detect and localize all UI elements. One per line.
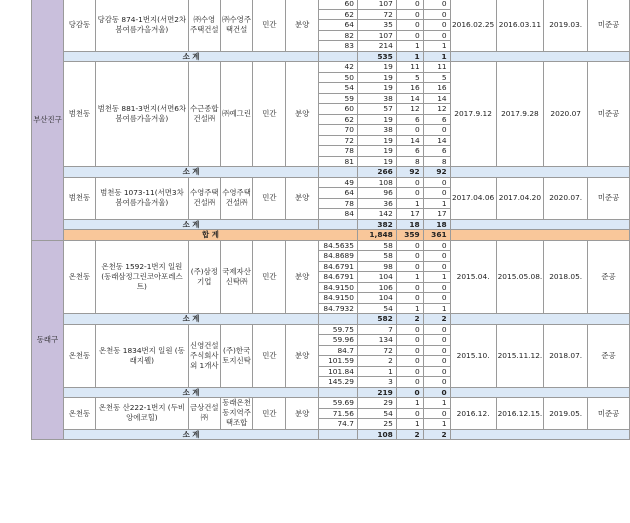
- subtotal-value: 1: [423, 51, 450, 62]
- unsold-after-cell: 0: [423, 125, 450, 136]
- supply-cell: 72: [357, 9, 396, 20]
- unsold-cell: 0: [396, 251, 423, 262]
- subtotal-fill: [450, 387, 629, 398]
- operator-cell: 동래온천동지역주택조합: [220, 398, 253, 430]
- type-cell: 민간: [253, 240, 286, 314]
- subtotal-label: 소 계: [63, 387, 318, 398]
- unsold-after-cell: 1: [423, 303, 450, 314]
- supply-cell: 108: [357, 177, 396, 188]
- approved-date-cell: 2015.10.: [450, 324, 496, 387]
- sale-cell: 분양: [286, 62, 319, 167]
- area-cell: 54: [319, 83, 358, 94]
- area-cell: 64: [319, 188, 358, 199]
- subtotal-empty: [319, 219, 358, 230]
- approved-date-cell: 2017.9.12: [450, 62, 496, 167]
- subtotal-value: 1: [396, 51, 423, 62]
- status-cell: 미준공: [588, 0, 630, 51]
- supply-cell: 142: [357, 209, 396, 220]
- sale-cell: 분양: [286, 398, 319, 430]
- area-cell: 84.7: [319, 345, 358, 356]
- unsold-cell: 0: [396, 408, 423, 419]
- start-date-cell: 2016.03.11: [496, 0, 544, 51]
- left-margin: [0, 0, 31, 523]
- supply-cell: 19: [357, 72, 396, 83]
- unsold-housing-table: [31, 0, 630, 440]
- area-cell: 70: [319, 125, 358, 136]
- supply-cell: 19: [357, 146, 396, 157]
- start-date-cell: 2017.9.28: [496, 62, 544, 167]
- unsold-cell: 6: [396, 146, 423, 157]
- status-cell: 준공: [588, 324, 630, 387]
- supply-cell: 3: [357, 377, 396, 388]
- unsold-cell: 0: [396, 356, 423, 367]
- unsold-after-cell: 0: [423, 366, 450, 377]
- dong-cell: 범천동: [63, 177, 95, 219]
- builder-cell: 수근종합건설㈜: [188, 62, 220, 167]
- unsold-cell: 0: [396, 282, 423, 293]
- dong-cell: 온천동: [63, 398, 95, 430]
- table-row: [32, 324, 630, 335]
- builder-cell: 신영건설주식회사외 1개사: [188, 324, 220, 387]
- unsold-after-cell: 14: [423, 93, 450, 104]
- subtotal-fill: [450, 167, 629, 178]
- subtotal-empty: [319, 429, 358, 440]
- unsold-cell: 0: [396, 377, 423, 388]
- unsold-cell: 0: [396, 9, 423, 20]
- unsold-after-cell: 0: [423, 251, 450, 262]
- operator-cell: ㈜수영주택건설: [220, 0, 253, 51]
- address-cell: 범천동 1073-11(서면3차봄여름가을겨울): [95, 177, 188, 219]
- unsold-after-cell: 0: [423, 345, 450, 356]
- unsold-cell: 8: [396, 156, 423, 167]
- unsold-cell: 1: [396, 419, 423, 430]
- supply-cell: 104: [357, 293, 396, 304]
- area-cell: 78: [319, 146, 358, 157]
- table-row: [32, 240, 630, 251]
- supply-cell: 58: [357, 240, 396, 251]
- type-cell: 민간: [253, 0, 286, 51]
- approved-date-cell: 2016.02.25: [450, 0, 496, 51]
- unsold-after-cell: 0: [423, 335, 450, 346]
- subtotal-value: 266: [357, 167, 396, 178]
- supply-cell: 19: [357, 83, 396, 94]
- subtotal-value: 92: [423, 167, 450, 178]
- unsold-cell: 5: [396, 72, 423, 83]
- subtotal-fill: [450, 429, 629, 440]
- supply-cell: 19: [357, 156, 396, 167]
- supply-cell: 38: [357, 125, 396, 136]
- start-date-cell: 2017.04.20: [496, 177, 544, 219]
- table-row: [32, 62, 630, 73]
- total-fill: [450, 230, 629, 241]
- area-cell: 62: [319, 114, 358, 125]
- unsold-after-cell: 0: [423, 0, 450, 9]
- subtotal-empty: [319, 51, 358, 62]
- sale-cell: 분양: [286, 177, 319, 219]
- subtotal-value: 18: [396, 219, 423, 230]
- unsold-after-cell: 0: [423, 20, 450, 31]
- unsold-after-cell: 0: [423, 408, 450, 419]
- unsold-cell: 1: [396, 41, 423, 52]
- area-cell: 84.6791: [319, 261, 358, 272]
- operator-cell: 수영주택건설㈜: [220, 177, 253, 219]
- subtotal-value: 0: [423, 387, 450, 398]
- unsold-cell: 6: [396, 114, 423, 125]
- area-cell: 62: [319, 9, 358, 20]
- start-date-cell: 2015.05.08.: [496, 240, 544, 314]
- unsold-after-cell: 0: [423, 188, 450, 199]
- unsold-cell: 1: [396, 303, 423, 314]
- unsold-cell: 1: [396, 398, 423, 409]
- supply-cell: 19: [357, 135, 396, 146]
- supply-cell: 35: [357, 20, 396, 31]
- supply-cell: 107: [357, 0, 396, 9]
- area-cell: 84.6791: [319, 272, 358, 283]
- supply-cell: 29: [357, 398, 396, 409]
- subtotal-label: 소 계: [63, 219, 318, 230]
- dong-cell: 범천동: [63, 62, 95, 167]
- unsold-cell: 0: [396, 345, 423, 356]
- area-cell: 145.29: [319, 377, 358, 388]
- unsold-cell: 11: [396, 62, 423, 73]
- unsold-after-cell: 11: [423, 62, 450, 73]
- area-cell: 84: [319, 209, 358, 220]
- subtotal-value: 2: [423, 429, 450, 440]
- total-value: 359: [396, 230, 423, 241]
- dong-cell: 온천동: [63, 324, 95, 387]
- unsold-after-cell: 0: [423, 356, 450, 367]
- unsold-after-cell: 0: [423, 177, 450, 188]
- area-cell: 59.69: [319, 398, 358, 409]
- supply-cell: 107: [357, 30, 396, 41]
- unsold-cell: 0: [396, 366, 423, 377]
- dong-cell: 당감동: [63, 0, 95, 51]
- unsold-after-cell: 12: [423, 104, 450, 115]
- sale-cell: 분양: [286, 0, 319, 51]
- total-value: 1,848: [357, 230, 396, 241]
- area-cell: 49: [319, 177, 358, 188]
- unsold-after-cell: 1: [423, 419, 450, 430]
- area-cell: 82: [319, 30, 358, 41]
- supply-cell: 2: [357, 356, 396, 367]
- subtotal-value: 2: [396, 429, 423, 440]
- area-cell: 42: [319, 62, 358, 73]
- status-cell: 미준공: [588, 177, 630, 219]
- type-cell: 민간: [253, 398, 286, 430]
- finish-date-cell: 2018.07.: [544, 324, 588, 387]
- subtotal-empty: [319, 314, 358, 325]
- table-row: [32, 398, 630, 409]
- operator-cell: (주)한국토지신탁: [220, 324, 253, 387]
- approved-date-cell: 2017.04.06: [450, 177, 496, 219]
- unsold-cell: 1: [396, 272, 423, 283]
- unsold-after-cell: 1: [423, 398, 450, 409]
- unsold-after-cell: 0: [423, 240, 450, 251]
- operator-cell: 국제자산신탁㈜: [220, 240, 253, 314]
- unsold-cell: 0: [396, 125, 423, 136]
- finish-date-cell: 2019.05.: [544, 398, 588, 430]
- total-row: [32, 230, 630, 241]
- finish-date-cell: 2019.03.: [544, 0, 588, 51]
- unsold-cell: 0: [396, 30, 423, 41]
- unsold-cell: 0: [396, 293, 423, 304]
- supply-cell: 72: [357, 345, 396, 356]
- supply-cell: 106: [357, 282, 396, 293]
- unsold-cell: 0: [396, 188, 423, 199]
- subtotal-row: [32, 167, 630, 178]
- unsold-cell: 12: [396, 104, 423, 115]
- district-cell: 동래구: [32, 240, 64, 440]
- unsold-after-cell: 16: [423, 83, 450, 94]
- address-cell: 온천동 1592-1번지 일원 (동래삼정그린코아포레스트): [95, 240, 188, 314]
- unsold-cell: 0: [396, 240, 423, 251]
- unsold-cell: 0: [396, 177, 423, 188]
- area-cell: 84.9150: [319, 282, 358, 293]
- operator-cell: ㈜예그린: [220, 62, 253, 167]
- address-cell: 온천동 산222-1번지 (두비앙에코힐): [95, 398, 188, 430]
- area-cell: 81: [319, 156, 358, 167]
- area-cell: 72: [319, 135, 358, 146]
- unsold-after-cell: 14: [423, 135, 450, 146]
- approved-date-cell: 2016.12.: [450, 398, 496, 430]
- unsold-cell: 0: [396, 20, 423, 31]
- area-cell: 84.9150: [319, 293, 358, 304]
- supply-cell: 58: [357, 251, 396, 262]
- district-cell: 부산진구: [32, 0, 64, 240]
- unsold-cell: 17: [396, 209, 423, 220]
- builder-cell: ㈜수영주택건설: [188, 0, 220, 51]
- subtotal-value: 219: [357, 387, 396, 398]
- supply-cell: 7: [357, 324, 396, 335]
- type-cell: 민간: [253, 62, 286, 167]
- supply-cell: 54: [357, 408, 396, 419]
- unsold-after-cell: 6: [423, 114, 450, 125]
- unsold-cell: 16: [396, 83, 423, 94]
- supply-cell: 36: [357, 198, 396, 209]
- start-date-cell: 2016.12.15.: [496, 398, 544, 430]
- subtotal-fill: [450, 51, 629, 62]
- unsold-after-cell: 0: [423, 30, 450, 41]
- unsold-after-cell: 6: [423, 146, 450, 157]
- supply-cell: 104: [357, 272, 396, 283]
- finish-date-cell: 2020.07.: [544, 177, 588, 219]
- finish-date-cell: 2018.05.: [544, 240, 588, 314]
- subtotal-label: 소 계: [63, 167, 318, 178]
- type-cell: 민간: [253, 177, 286, 219]
- area-cell: 59.75: [319, 324, 358, 335]
- unsold-after-cell: 0: [423, 9, 450, 20]
- subtotal-empty: [319, 167, 358, 178]
- type-cell: 민간: [253, 324, 286, 387]
- area-cell: 84.8689: [319, 251, 358, 262]
- area-cell: 59: [319, 93, 358, 104]
- supply-cell: 1: [357, 366, 396, 377]
- status-cell: 미준공: [588, 398, 630, 430]
- subtotal-value: 18: [423, 219, 450, 230]
- subtotal-value: 92: [396, 167, 423, 178]
- table-row: [32, 177, 630, 188]
- unsold-cell: 0: [396, 335, 423, 346]
- unsold-after-cell: 0: [423, 377, 450, 388]
- area-cell: 71.56: [319, 408, 358, 419]
- subtotal-value: 2: [423, 314, 450, 325]
- unsold-cell: 0: [396, 0, 423, 9]
- area-cell: 78: [319, 198, 358, 209]
- supply-cell: 19: [357, 62, 396, 73]
- builder-cell: 수영주택건설㈜: [188, 177, 220, 219]
- start-date-cell: 2015.11.12.: [496, 324, 544, 387]
- builder-cell: 금상건설㈜: [188, 398, 220, 430]
- unsold-after-cell: 1: [423, 198, 450, 209]
- supply-cell: 214: [357, 41, 396, 52]
- total-label: 합 계: [63, 230, 357, 241]
- subtotal-row: [32, 387, 630, 398]
- finish-date-cell: 2020.07: [544, 62, 588, 167]
- unsold-after-cell: 17: [423, 209, 450, 220]
- unsold-after-cell: 1: [423, 272, 450, 283]
- dong-cell: 온천동: [63, 240, 95, 314]
- area-cell: 83: [319, 41, 358, 52]
- unsold-after-cell: 1: [423, 41, 450, 52]
- subtotal-value: 108: [357, 429, 396, 440]
- supply-cell: 25: [357, 419, 396, 430]
- table-row: [32, 0, 630, 9]
- area-cell: 60: [319, 104, 358, 115]
- subtotal-row: [32, 429, 630, 440]
- area-cell: 74.7: [319, 419, 358, 430]
- area-cell: 101.59: [319, 356, 358, 367]
- subtotal-row: [32, 51, 630, 62]
- area-cell: 84.7932: [319, 303, 358, 314]
- supply-cell: 54: [357, 303, 396, 314]
- status-cell: 준공: [588, 240, 630, 314]
- approved-date-cell: 2015.04.: [450, 240, 496, 314]
- address-cell: 범천동 881-3번지(서면6차봄여름가을겨울): [95, 62, 188, 167]
- unsold-cell: 14: [396, 93, 423, 104]
- sale-cell: 분양: [286, 240, 319, 314]
- subtotal-label: 소 계: [63, 51, 318, 62]
- supply-cell: 19: [357, 114, 396, 125]
- subtotal-value: 582: [357, 314, 396, 325]
- unsold-after-cell: 0: [423, 293, 450, 304]
- unsold-cell: 0: [396, 324, 423, 335]
- supply-cell: 57: [357, 104, 396, 115]
- area-cell: 50: [319, 72, 358, 83]
- total-value: 361: [423, 230, 450, 241]
- supply-cell: 38: [357, 93, 396, 104]
- area-cell: 60: [319, 0, 358, 9]
- area-cell: 64: [319, 20, 358, 31]
- unsold-cell: 0: [396, 261, 423, 272]
- unsold-cell: 14: [396, 135, 423, 146]
- unsold-after-cell: 8: [423, 156, 450, 167]
- unsold-after-cell: 0: [423, 261, 450, 272]
- subtotal-value: 0: [396, 387, 423, 398]
- area-cell: 84.5635: [319, 240, 358, 251]
- address-cell: 온천동 1834번지 일원 (동래지웰): [95, 324, 188, 387]
- subtotal-value: 382: [357, 219, 396, 230]
- unsold-cell: 1: [396, 198, 423, 209]
- builder-cell: (주)삼정기업: [188, 240, 220, 314]
- area-cell: 59.96: [319, 335, 358, 346]
- subtotal-row: [32, 314, 630, 325]
- subtotal-label: 소 계: [63, 429, 318, 440]
- subtotal-label: 소 계: [63, 314, 318, 325]
- area-cell: 101.84: [319, 366, 358, 377]
- subtotal-value: 535: [357, 51, 396, 62]
- supply-cell: 98: [357, 261, 396, 272]
- unsold-after-cell: 0: [423, 324, 450, 335]
- address-cell: 당감동 874-1번지(서면2차봄여름가을겨울): [95, 0, 188, 51]
- subtotal-fill: [450, 314, 629, 325]
- subtotal-empty: [319, 387, 358, 398]
- supply-cell: 134: [357, 335, 396, 346]
- status-cell: 미준공: [588, 62, 630, 167]
- subtotal-row: [32, 219, 630, 230]
- unsold-after-cell: 5: [423, 72, 450, 83]
- supply-cell: 96: [357, 188, 396, 199]
- subtotal-fill: [450, 219, 629, 230]
- subtotal-value: 2: [396, 314, 423, 325]
- unsold-after-cell: 0: [423, 282, 450, 293]
- sale-cell: 분양: [286, 324, 319, 387]
